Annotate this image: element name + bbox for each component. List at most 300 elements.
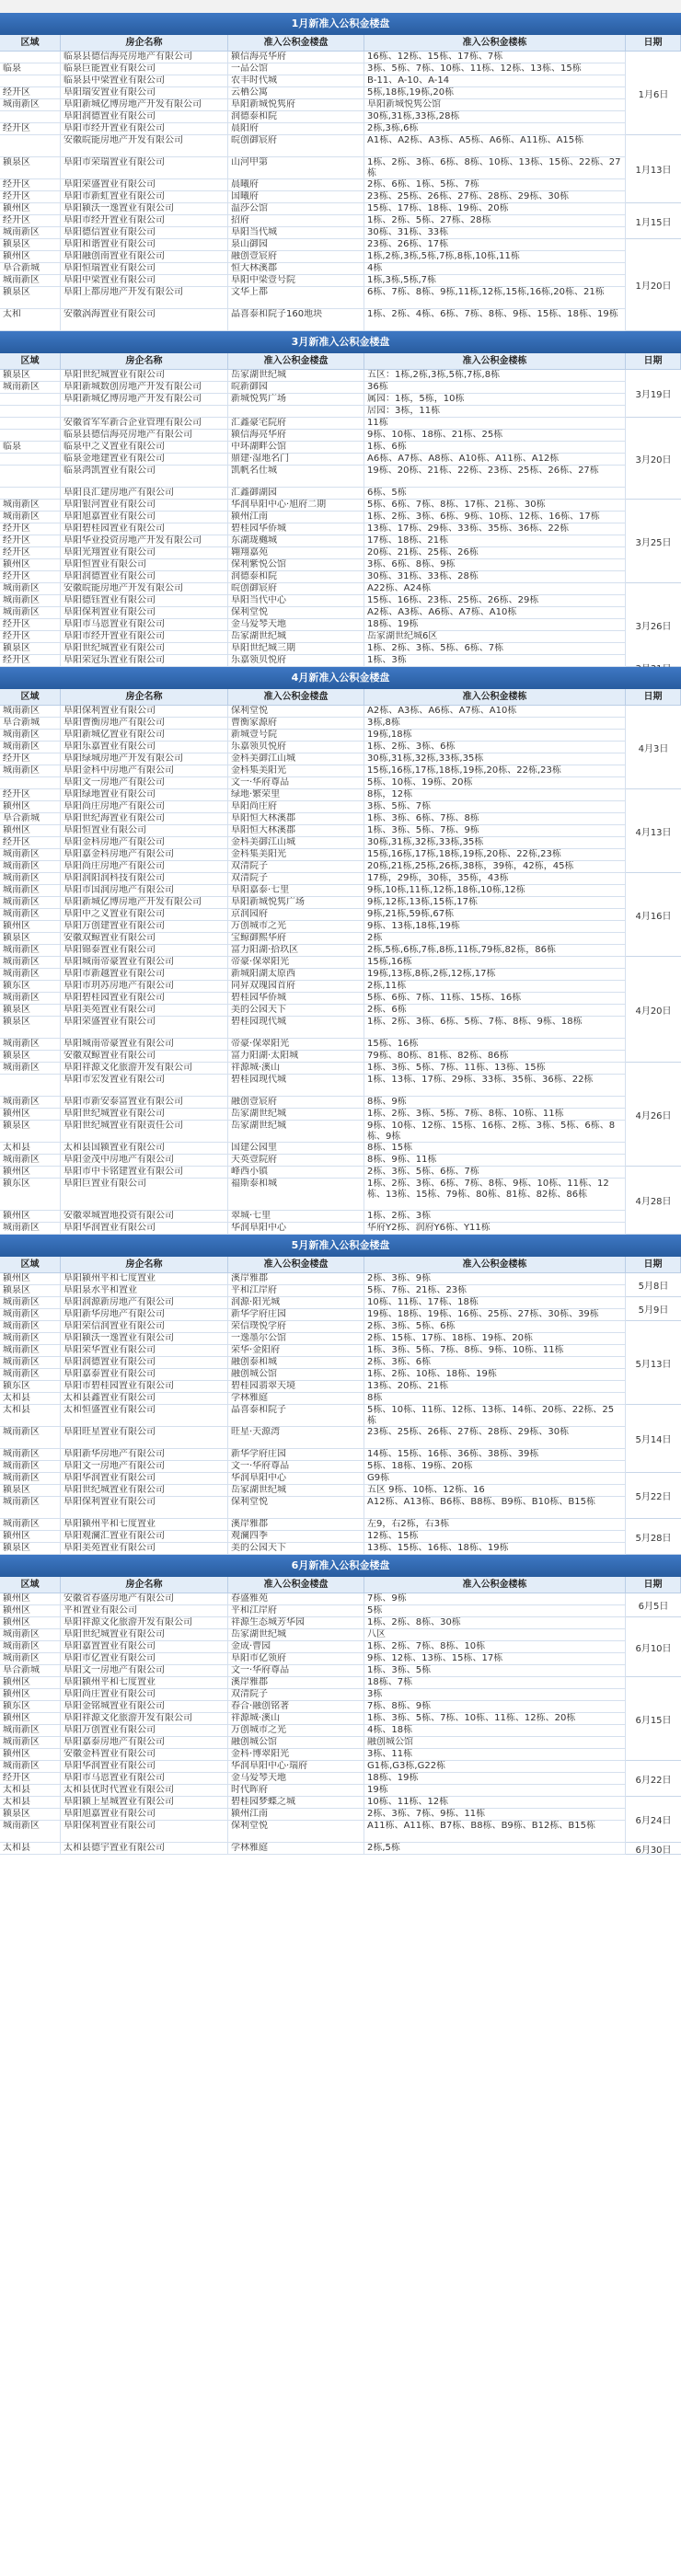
table-row	[0, 1321, 626, 1333]
table-row	[0, 1629, 626, 1641]
cell-project: 阜阳当代城	[228, 227, 364, 238]
table-row	[0, 1785, 626, 1797]
cell-area: 城南新区	[0, 1461, 61, 1472]
table-row	[0, 418, 626, 430]
cell-project: 农丰时代城	[228, 75, 364, 86]
cell-project: 金科集美阳光	[228, 765, 364, 776]
cell-area: 经开区	[0, 571, 61, 582]
cell-buildings: 13栋、15栋、16栋、18栋、19栋	[364, 1543, 626, 1554]
cell-buildings: 3栋	[364, 1689, 626, 1700]
cell-buildings: 19栋,13栋,8栋,2栋,12栋,17栋	[364, 969, 626, 980]
table-row	[0, 559, 626, 571]
cell-buildings: G1栋,G3栋,G22栋	[364, 1761, 626, 1772]
cell-company: 阜阳荣盛置业有限公司	[61, 179, 228, 190]
cell-company: 阜阳新城数创房地产开发有限公司	[61, 382, 228, 393]
cell-project: 碧桂园现代城	[228, 1017, 364, 1038]
cell-buildings: 5栋、6栋、7栋、11栋、15栋、16栋	[364, 993, 626, 1004]
cell-company: 阜阳中梁置业有限公司	[61, 275, 228, 286]
cell-project: 保利堂悦	[228, 1497, 364, 1518]
header-buildings: 准入公积金楼栋	[364, 1577, 626, 1593]
cell-company: 阜阳光翔置业有限公司	[61, 547, 228, 558]
table-row	[0, 1039, 626, 1051]
cell-project: 阜阳恒大林溪郡	[228, 825, 364, 836]
table-row	[0, 909, 626, 921]
cell-area: 颍州区	[0, 1713, 61, 1724]
cell-project: 颍信海亮华府	[228, 430, 364, 441]
table-header	[0, 353, 681, 370]
date-cell: 6月24日	[626, 1797, 681, 1843]
header-company: 房企名称	[61, 1577, 228, 1593]
cell-area: 经开区	[0, 837, 61, 848]
cell-buildings: 15栋,16栋	[364, 957, 626, 968]
cell-project: 保利堂悦	[228, 706, 364, 717]
cell-buildings: 岳家湖世纪城6区	[364, 631, 626, 642]
cell-buildings: 1栋、2栋、7栋、8栋、10栋	[364, 1641, 626, 1652]
table-row	[0, 215, 626, 227]
cell-area: 颍州区	[0, 921, 61, 932]
table-row	[0, 488, 626, 500]
header-area: 区域	[0, 689, 61, 705]
cell-area: 太和县	[0, 1797, 61, 1808]
cell-company: 阜阳曹衡房地产有限公司	[61, 718, 228, 729]
cell-company: 太和县德宇置业有限公司	[61, 1843, 228, 1854]
table-row	[0, 1405, 626, 1427]
cell-company: 阜阳润德置业有限公司	[61, 111, 228, 122]
cell-company: 阜阳润德置业有限公司	[61, 1357, 228, 1368]
cell-project: 中环湖畔公馆	[228, 442, 364, 453]
header-company: 房企名称	[61, 689, 228, 705]
cell-project: 万创城市之光	[228, 1725, 364, 1736]
table-row	[0, 957, 626, 969]
cell-buildings: G9栋	[364, 1473, 626, 1484]
cell-company: 阜阳和谐置业有限公司	[61, 239, 228, 250]
cell-buildings: 2栋、3栋、6栋	[364, 1357, 626, 1368]
cell-area: 颍东区	[0, 981, 61, 992]
cell-company: 阜阳荣华置业有限公司	[61, 1345, 228, 1356]
table-row	[0, 406, 626, 418]
table-row	[0, 1809, 626, 1821]
header-project: 准入公积金楼盘	[228, 689, 364, 705]
cell-company: 阜阳尚庄房地产有限公司	[61, 801, 228, 812]
table-header	[0, 1577, 681, 1593]
cell-buildings: 1栋,2栋,3栋,5栋,7栋,8栋,10栋,11栋	[364, 251, 626, 262]
cell-project: 一逸墨尔公馆	[228, 1333, 364, 1344]
cell-buildings: 8栋、15栋	[364, 1143, 626, 1154]
table-row	[0, 945, 626, 957]
cell-area: 城南新区	[0, 706, 61, 717]
header-area: 区域	[0, 1257, 61, 1272]
cell-area: 阜合新城	[0, 1665, 61, 1676]
cell-company: 阜阳市经开置业有限公司	[61, 123, 228, 134]
table-row	[0, 1075, 626, 1097]
cell-company: 阜阳荣冠乐置业有限公司	[61, 655, 228, 666]
cell-company: 阜阳新城亿博房地产开发有限公司	[61, 394, 228, 405]
cell-buildings: A2栋、A3栋、A6栋、A7栋、A10栋	[364, 607, 626, 618]
cell-area: 城南新区	[0, 873, 61, 884]
cell-company: 阜阳文一房地产有限公司	[61, 777, 228, 788]
date-cell: 5月28日	[626, 1519, 681, 1555]
cell-area: 颍州区	[0, 1689, 61, 1700]
section-2	[0, 331, 681, 667]
cell-company: 临泉巨能置业有限公司	[61, 63, 228, 75]
cell-buildings: 2栋、3栋、5栋、6栋、7栋	[364, 1167, 626, 1178]
cell-buildings: 9栋,12栋,13栋,15栋,17栋	[364, 897, 626, 908]
cell-project: 融创城公馆	[228, 1369, 364, 1380]
cell-company: 阜阳德信置业有限公司	[61, 227, 228, 238]
cell-area: 城南新区	[0, 765, 61, 776]
cell-buildings: 左9，右2栋，右3栋	[364, 1519, 626, 1530]
date-cell: 3月19日	[626, 370, 681, 418]
cell-buildings: 1栋、2栋、8栋、30栋	[364, 1617, 626, 1628]
cell-buildings: 7栋、9栋	[364, 1593, 626, 1604]
cell-area: 城南新区	[0, 730, 61, 741]
cell-area: 颍州区	[0, 825, 61, 836]
cell-project: 新城悦隽广场	[228, 394, 364, 405]
cell-area: 颍州区	[0, 1677, 61, 1688]
cell-area: 颍泉区	[0, 1051, 61, 1062]
cell-buildings: 1栋、2栋、5栋、27栋、28栋	[364, 215, 626, 226]
cell-company: 阜阳保利置业有限公司	[61, 1821, 228, 1842]
cell-company: 安徽涡海置业有限公司	[61, 309, 228, 330]
cell-buildings: A6栋、A7栋、A8栋、A10栋、A11栋、A12栋	[364, 454, 626, 465]
header-project: 准入公积金楼盘	[228, 1577, 364, 1593]
cell-buildings: 30栋,31栋,32栋,33栋,35栋	[364, 753, 626, 765]
cell-project: 阜阳新城悦隽府	[228, 99, 364, 110]
cell-buildings: 18栋、19栋	[364, 1773, 626, 1784]
cell-company: 阜阳美苑置业有限公司	[61, 1005, 228, 1016]
cell-company: 阜阳市经开置业有限公司	[61, 215, 228, 226]
cell-project: 曹衡家源府	[228, 718, 364, 729]
cell-company: 阜阳市宏发置业有限公司	[61, 1075, 228, 1096]
table-row	[0, 1605, 626, 1617]
cell-project: 金科美御江山城	[228, 753, 364, 765]
cell-project: 润德泰和院	[228, 571, 364, 582]
cell-buildings: A22栋、A24栋	[364, 583, 626, 594]
cell-company: 阜阳保利置业有限公司	[61, 607, 228, 618]
section-3	[0, 667, 681, 1235]
cell-project: 新城壹号院	[228, 730, 364, 741]
table-row	[0, 523, 626, 535]
cell-buildings: 2栋	[364, 933, 626, 944]
cell-area: 经开区	[0, 1773, 61, 1784]
table-row	[0, 1641, 626, 1653]
cell-project: 乐嘉领贝悦府	[228, 655, 364, 666]
table-row	[0, 643, 626, 655]
cell-project: 金马爱琴天地	[228, 1773, 364, 1784]
cell-company: 阜阳华润置业有限公司	[61, 1761, 228, 1772]
cell-project: 阜阳当代中心	[228, 595, 364, 606]
cell-area: 城南新区	[0, 1369, 61, 1380]
cell-project: 保利紫悦公馆	[228, 559, 364, 570]
cell-company: 阜阳文一房地产有限公司	[61, 1461, 228, 1472]
date-cell: 1月6日	[626, 52, 681, 135]
section-4	[0, 1235, 681, 1555]
cell-buildings: 15栋,16栋,17栋,18栋,19栋,20栋、22栋,23栋	[364, 849, 626, 860]
date-cell: 5月8日	[626, 1273, 681, 1297]
cell-project: 平和江岸府	[228, 1605, 364, 1616]
cell-area: 城南新区	[0, 1345, 61, 1356]
cell-project: 宝鲸御熙华府	[228, 933, 364, 944]
cell-company: 太和县国颍置业有限公司	[61, 1143, 228, 1154]
cell-buildings: 8栋	[364, 1393, 626, 1404]
cell-area: 颍东区	[0, 1701, 61, 1712]
table-row	[0, 500, 626, 512]
table-row	[0, 765, 626, 777]
cell-company: 阜阳世纪城置业有限公司	[61, 643, 228, 654]
table-row	[0, 1381, 626, 1393]
cell-area: 城南新区	[0, 275, 61, 286]
table-row	[0, 1017, 626, 1039]
cell-buildings: 19栋、18栋、19栋、16栋、25栋、27栋、30栋、39栋	[364, 1309, 626, 1320]
table-row	[0, 382, 626, 394]
cell-company: 阜阳世纪城置业有限责任公司	[61, 1121, 228, 1142]
cell-area	[0, 75, 61, 86]
cell-company: 阜阳市新安泰富置业有限公司	[61, 1097, 228, 1108]
cell-area	[0, 1075, 61, 1096]
cell-area: 城南新区	[0, 1449, 61, 1460]
table-row	[0, 969, 626, 981]
cell-project: 荣华·金阳府	[228, 1345, 364, 1356]
cell-area: 城南新区	[0, 1309, 61, 1320]
cell-buildings: 10栋、11栋、12栋	[364, 1797, 626, 1808]
cell-project: 富力阳湖·太阳城	[228, 1051, 364, 1062]
cell-buildings: 五区 9栋、10栋、12栋、16	[364, 1485, 626, 1496]
cell-project: 颍州江南	[228, 512, 364, 523]
cell-area: 城南新区	[0, 595, 61, 606]
table-row	[0, 1097, 626, 1109]
date-cell: 6月22日	[626, 1761, 681, 1797]
cell-area: 城南新区	[0, 1761, 61, 1772]
table-row	[0, 933, 626, 945]
table-row	[0, 1485, 626, 1497]
cell-project: 阜阳世纪城三期	[228, 643, 364, 654]
date-cell: 5月14日	[626, 1405, 681, 1473]
cell-project: 阜阳尚庄府	[228, 801, 364, 812]
date-cell: 4月26日	[626, 1063, 681, 1167]
table-row	[0, 535, 626, 547]
table-row	[0, 275, 626, 287]
cell-company: 阜阳颍州平和七度置业	[61, 1273, 228, 1284]
cell-area: 太和县	[0, 1843, 61, 1854]
cell-buildings: 3栋、11栋	[364, 1749, 626, 1760]
table-row	[0, 52, 626, 63]
cell-company: 临泉中之义置业有限公司	[61, 442, 228, 453]
cell-project: 岳家湖世纪城	[228, 631, 364, 642]
cell-buildings: 五区：1栋,2栋,3栋,5栋,7栋,8栋	[364, 370, 626, 381]
cell-buildings: 8栋、9栋	[364, 1097, 626, 1108]
cell-buildings: 6栋、7栋、8栋、9栋,11栋,12栋,15栋,16栋,20栋、21栋	[364, 287, 626, 308]
table-header	[0, 1257, 681, 1273]
cell-buildings: 20栋,21栋,25栋,26栋,38栋，39栋，42栋，45栋	[364, 861, 626, 872]
cell-project: 岳家湖世纪城	[228, 1109, 364, 1120]
cell-area: 城南新区	[0, 1737, 61, 1748]
cell-company: 阜阳祥源文化旅游开发有限公司	[61, 1063, 228, 1074]
cell-project: 双清院子	[228, 861, 364, 872]
cell-area: 颍州区	[0, 1273, 61, 1284]
cell-buildings: 1栋,3栋,5栋,7栋	[364, 275, 626, 286]
cell-area: 城南新区	[0, 607, 61, 618]
cell-company: 阜阳市新越置业有限公司	[61, 969, 228, 980]
cell-buildings: A12栋、A13栋、B6栋、B8栋、B9栋、B10栋、B15栋	[364, 1497, 626, 1518]
cell-buildings: A11栋、A11栋、B7栋、B8栋、B9栋、B12栋、B15栋	[364, 1821, 626, 1842]
cell-project: 晨阳府	[228, 123, 364, 134]
cell-buildings: 30栋、31栋、33栋	[364, 227, 626, 238]
cell-area: 颍州区	[0, 559, 61, 570]
header-company: 房企名称	[61, 1257, 228, 1272]
cell-project: 晶喜泰和院子160地块	[228, 309, 364, 330]
cell-buildings: 20栋、21栋、25栋、26栋	[364, 547, 626, 558]
cell-company: 阜阳润德置业有限公司	[61, 571, 228, 582]
table-row	[0, 251, 626, 263]
cell-project: 碧桂园梦蝶之城	[228, 1797, 364, 1808]
table-row	[0, 309, 626, 331]
table-row	[0, 1593, 626, 1605]
cell-company: 阜阳城南帝豪置业有限公司	[61, 1039, 228, 1050]
cell-area: 城南新区	[0, 1321, 61, 1332]
table-row	[0, 1393, 626, 1405]
cell-company: 阜阳荣盛置业有限公司	[61, 1017, 228, 1038]
cell-project: 碧桂园华侨城	[228, 993, 364, 1004]
date-cell: 1月20日	[626, 239, 681, 331]
cell-company: 安徽省春盛房地产有限公司	[61, 1593, 228, 1604]
cell-area: 太和县	[0, 1405, 61, 1426]
table-row	[0, 1155, 626, 1167]
cell-company: 阜阳润阳润科技有限公司	[61, 873, 228, 884]
cell-buildings: 居园：3栋，11栋	[364, 406, 626, 417]
cell-project: 金科美御江山城	[228, 837, 364, 848]
cell-project: 融创城公馆	[228, 1737, 364, 1748]
cell-project: 阜阳中梁壹号院	[228, 275, 364, 286]
table-row	[0, 1773, 626, 1785]
table-row	[0, 135, 626, 157]
section-1	[0, 13, 681, 331]
cell-project: 双清院子	[228, 873, 364, 884]
table-row	[0, 1497, 626, 1519]
cell-project: 时代晖府	[228, 1785, 364, 1796]
cell-buildings: 2栋、6栋	[364, 1005, 626, 1016]
date-cell: 4月16日	[626, 873, 681, 957]
header-date: 日期	[626, 1257, 681, 1272]
cell-buildings: 30栋,31栋,32栋,33栋,35栋	[364, 837, 626, 848]
cell-buildings: 1栋、3栋、5栋、7栋、8栋、9栋、10栋、11栋	[364, 1345, 626, 1356]
cell-area: 颍州区	[0, 1593, 61, 1604]
cell-buildings: 1栋、2栋、3栋、5栋、7栋、8栋、10栋、11栋	[364, 1109, 626, 1120]
cell-buildings: 19栋	[364, 1785, 626, 1796]
cell-buildings: 16栋、12栋、15栋、17栋、7栋	[364, 52, 626, 63]
cell-company: 阜阳万创建置业有限公司	[61, 921, 228, 932]
cell-company: 阜阳颍沃一逸置业有限公司	[61, 1333, 228, 1344]
table-row	[0, 753, 626, 765]
table-row	[0, 512, 626, 523]
cell-company: 阜阳世纪城置业有限公司	[61, 370, 228, 381]
cell-buildings: A2栋、A3栋、A6栋、A7栋、A10栋	[364, 706, 626, 717]
cell-project: 国建公园里	[228, 1143, 364, 1154]
table-row	[0, 263, 626, 275]
table-row	[0, 63, 626, 75]
table-row	[0, 547, 626, 559]
date-cell: 1月15日	[626, 203, 681, 239]
cell-buildings: 1栋、6栋	[364, 442, 626, 453]
cell-project: 绿地·繁荣里	[228, 789, 364, 800]
table-row	[0, 1461, 626, 1473]
cell-project: 融创壹宸府	[228, 1097, 364, 1108]
cell-project: 文一·华府尊品	[228, 1665, 364, 1676]
table-row	[0, 1665, 626, 1677]
table-row	[0, 706, 626, 718]
cell-area: 颍泉区	[0, 1543, 61, 1554]
table-body	[0, 52, 681, 331]
cell-buildings: 12栋、15栋	[364, 1531, 626, 1542]
cell-company: 太和县鑫置业有限公司	[61, 1393, 228, 1404]
cell-project: 凯帆名仕城	[228, 466, 364, 487]
header-company: 房企名称	[61, 35, 228, 51]
cell-area: 颍州区	[0, 1167, 61, 1178]
cell-project: 阜阳新城悦隽广场	[228, 897, 364, 908]
header-buildings: 准入公积金楼栋	[364, 689, 626, 705]
cell-area: 颍州区	[0, 1617, 61, 1628]
date-cell: 6月10日	[626, 1617, 681, 1677]
cell-area: 颍州区	[0, 203, 61, 214]
cell-area	[0, 111, 61, 122]
table-row	[0, 861, 626, 873]
table-row	[0, 583, 626, 595]
cell-project: 万创城市之光	[228, 921, 364, 932]
cell-company: 阜阳金科中房地产有限公司	[61, 765, 228, 776]
cell-area: 城南新区	[0, 885, 61, 896]
cell-area: 城南新区	[0, 1297, 61, 1308]
cell-buildings: 1栋、3栋、5栋、7栋、9栋	[364, 825, 626, 836]
cell-project: 润源·阳光城	[228, 1297, 364, 1308]
cell-area: 城南新区	[0, 1063, 61, 1074]
cell-area: 城南新区	[0, 1039, 61, 1050]
cell-company: 阜阳文一房地产有限公司	[61, 1665, 228, 1676]
cell-area	[0, 777, 61, 788]
cell-area: 颍泉区	[0, 933, 61, 944]
cell-company: 阜阳上都房地产开发有限公司	[61, 287, 228, 308]
cell-buildings: 八区	[364, 1629, 626, 1640]
cell-buildings: 1栋、2栋、3栋、5栋、6栋、7栋	[364, 643, 626, 654]
date-cell: 6月15日	[626, 1677, 681, 1761]
cell-area: 临泉	[0, 63, 61, 75]
table-row	[0, 1345, 626, 1357]
table-header	[0, 689, 681, 706]
cell-buildings: 4栋	[364, 263, 626, 274]
table-row	[0, 1797, 626, 1809]
cell-area: 临泉	[0, 442, 61, 453]
table-row	[0, 1285, 626, 1297]
cell-project: 云栖公寓	[228, 87, 364, 98]
section-title: 6月新准入公积金楼盘	[0, 1555, 681, 1577]
cell-buildings: 1栋、2栋、3栋、6栋、9栋、10栋、12栋、16栋、17栋	[364, 512, 626, 523]
cell-buildings: 18栋、19栋	[364, 619, 626, 630]
cell-area: 城南新区	[0, 1497, 61, 1518]
cell-project: 学林雅庭	[228, 1843, 364, 1854]
cell-company: 阜阳嘉泰置业有限公司	[61, 1369, 228, 1380]
cell-area: 经开区	[0, 191, 61, 202]
cell-company: 阜阳绿地置业有限公司	[61, 789, 228, 800]
cell-buildings: 5栋、10栋、11栋、12栋、13栋、14栋、20栋、22栋、25栋	[364, 1405, 626, 1426]
cell-buildings: 1栋、13栋、17栋、29栋、33栋、35栋、36栋、22栋	[364, 1075, 626, 1096]
cell-area: 城南新区	[0, 382, 61, 393]
table-row	[0, 993, 626, 1005]
table-row	[0, 1179, 626, 1211]
cell-company: 临泉鸿凯置业有限公司	[61, 466, 228, 487]
table-body	[0, 370, 681, 667]
cell-buildings: 1栋、2栋、3栋、6栋、5栋、7栋、8栋、9栋、18栋	[364, 1017, 626, 1038]
cell-company: 太和县优时代置业有限公司	[61, 1785, 228, 1796]
cell-area: 城南新区	[0, 1097, 61, 1108]
cell-area: 阜合新城	[0, 718, 61, 729]
